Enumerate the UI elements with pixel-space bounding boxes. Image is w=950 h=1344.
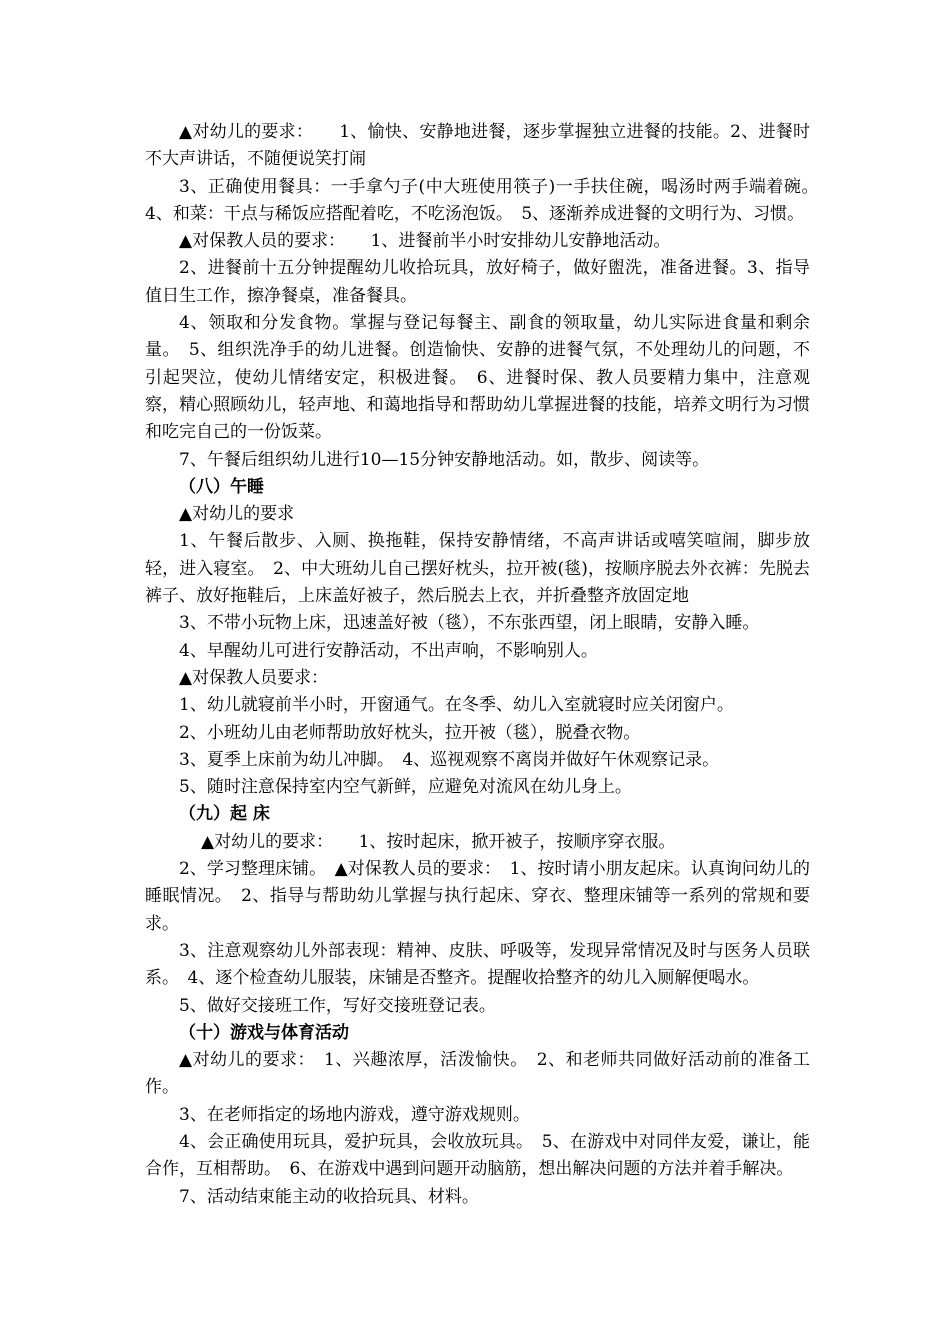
- section-heading-games-sports: （十）游戏与体育活动: [179, 1022, 349, 1043]
- section-heading-waking-up: （九）起 床: [179, 804, 270, 825]
- paragraph-shift-handover: 5、做好交接班工作，写好交接班登记表。: [179, 995, 496, 1016]
- paragraph-staff-meal-requirements: ▲对保教人员的要求： 1、进餐前半小时安排幼儿安静地活动。: [179, 231, 671, 252]
- paragraph-nap-routine: 1、午餐后散步、入厕、换拖鞋，保持安静情绪，不高声讲话或嘻笑喧闹，脚步放轻，进入寝室。 2、中大班幼儿自己摆好枕头，拉开被(毯)，按顺序脱去外衣裤：先脱去裤子、放好拖鞋后，上床盖好被子，然后脱去上衣，并折叠整齐放固定地: [145, 531, 810, 607]
- paragraph-toy-usage: 4、会正确使用玩具，爱护玩具，会收放玩具。 5、在游戏中对同伴友爱，谦让，能合作，互相帮助。 6、在游戏中遇到问题开动脑筋，想出解决问题的方法并着手解决。: [145, 1131, 810, 1180]
- paragraph-summer-foot-wash: 3、夏季上床前为幼儿冲脚。 4、巡视观察不离岗并做好午休观察记录。: [179, 749, 720, 770]
- paragraph-children-game-requirements: ▲对幼儿的要求： 1、兴趣浓厚，活泼愉快。 2、和老师共同做好活动前的准备工作。: [145, 1050, 810, 1098]
- paragraph-early-wakers: 4、早醒幼儿可进行安静活动，不出声响，不影响别人。: [179, 640, 598, 661]
- paragraph-use-utensils: 3、正确使用餐具：一手拿勺子(中大班使用筷子)一手扶住碗，喝汤时两手端着碗。 4、和菜：干点与稀饭应搭配着吃，不吃汤泡饭。 5、逐渐养成进餐的文明行为、习惯。: [145, 176, 827, 224]
- paragraph-observe-children: 3、注意观察幼儿外部表现：精神、皮肤、呼吸等，发现异常情况及时与医务人员联系。 4、逐个检查幼儿服装，床铺是否整齐。提醒收拾整齐的幼儿入厕解便喝水。: [145, 940, 810, 989]
- paragraph-meal-preparation: 2、进餐前十五分钟提醒幼儿收拾玩具，放好椅子，做好盥洗，准备进餐。3、指导值日生工作，擦净餐桌，准备餐具。: [145, 258, 810, 306]
- paragraph-children-waking-requirements: ▲对幼儿的要求： 1、按时起床，掀开被子，按顺序穿衣服。: [201, 831, 676, 852]
- paragraph-tidy-up: 7、活动结束能主动的收拾玩具、材料。: [179, 1186, 479, 1207]
- document-page: [145, 119, 827, 1211]
- paragraph-no-toys-in-bed: 3、不带小玩物上床，迅速盖好被（毯），不东张西望，闭上眼睛，安静入睡。: [179, 613, 760, 634]
- paragraph-make-bed: 2、学习整理床铺。 ▲对保教人员的要求： 1、按时请小朋友起床。认真询问幼儿的睡眠情况。 2、指导与帮助幼儿掌握与执行起床、穿衣、整理床铺等一系列的常规和要求。: [145, 859, 810, 934]
- paragraph-children-meal-requirements: ▲对幼儿的要求： 1、愉快、安静地进餐，逐步掌握独立进餐的技能。2、进餐时不大声讲话，不随便说笑打闹: [145, 122, 810, 170]
- paragraph-small-class-help: 2、小班幼儿由老师帮助放好枕头，拉开被（毯），脱叠衣物。: [179, 722, 641, 743]
- paragraph-children-nap-requirements-label: ▲对幼儿的要求: [179, 504, 295, 525]
- section-heading-nap: （八）午睡: [179, 476, 264, 497]
- paragraph-ventilation: 1、幼儿就寝前半小时，开窗通气。在冬季、幼儿入室就寝时应关闭窗户。: [179, 695, 734, 716]
- paragraph-fresh-air: 5、随时注意保持室内空气新鲜，应避免对流风在幼儿身上。: [179, 777, 632, 798]
- paragraph-game-rules: 3、在老师指定的场地内游戏，遵守游戏规则。: [179, 1104, 530, 1125]
- paragraph-staff-nap-requirements-label: ▲对保教人员要求：: [179, 667, 329, 688]
- paragraph-food-distribution: 4、领取和分发食物。掌握与登记每餐主、副食的领取量，幼儿实际进食量和剩余量。 5、组织洗净手的幼儿进餐。创造愉快、安静的进餐气氛，不处理幼儿的问题，不引起哭泣，使幼儿情绪安定，积极进餐。 6、进餐时保、教人员要精力集中，注意观察，精心照顾幼儿，轻声地、和蔼地指导和帮助幼儿掌握进餐的技能，培养文明行为习惯和吃完自己的一份饭菜。: [145, 313, 810, 443]
- paragraph-after-lunch-activity: 7、午餐后组织幼儿进行10—15分钟安静地活动。如，散步、阅读等。: [179, 449, 710, 470]
